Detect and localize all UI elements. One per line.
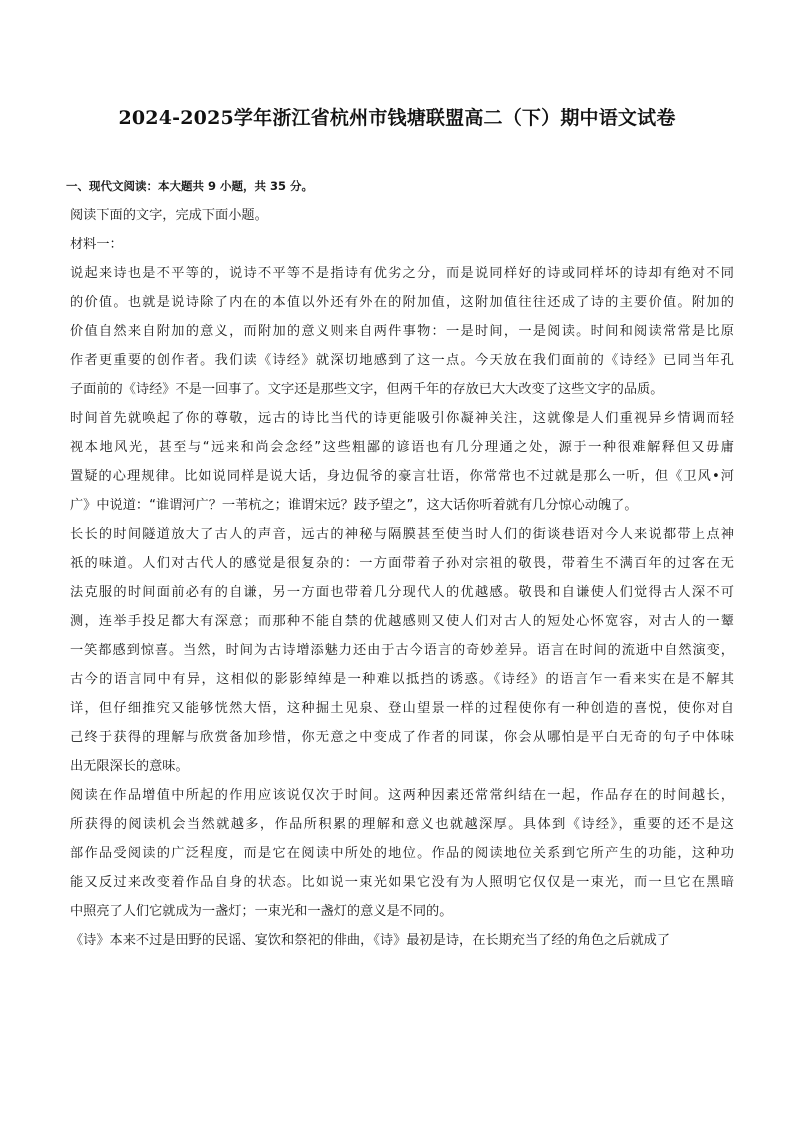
passage-line: 时间首先就唤起了你的尊敬，远古的诗比当代的诗更能吸引你凝神关注，这就像是人们重视异乡情调而轻 [70, 411, 734, 426]
passage-line: 能又反过来改变着作品自身的状态。比如说一束光如果它没有为人照明它仅仅是一束光，而一旦它在黑暗 [70, 875, 734, 890]
passage-paragraph [70, 781, 734, 926]
instruction-text: 阅读下面的文字，完成下面小题。 [70, 208, 268, 223]
passage-line: 说起来诗也是不平等的，说诗不平等不是指诗有优劣之分，而是说同样好的诗或同样坏的诗却有绝对不同 [70, 266, 734, 281]
passage-paragraph [70, 926, 734, 955]
passage-line: 视本地风光，甚至与“远来和尚会念经”这些粗鄙的谚语也有几分理通之处，源于一种很难解释但又毋庸 [70, 440, 734, 455]
exam-title: 2024-2025学年浙江省杭州市钱塘联盟高二（下）期中语文试卷 [118, 107, 676, 129]
section-heading: 一、现代文阅读：本大题共 9 小题，共 35 分。 [66, 179, 314, 193]
passage-line: 长长的时间隧道放大了古人的声音，远古的神秘与隔膜甚至使当时人们的街谈巷语对今人来说都带上点神 [70, 527, 734, 542]
passage-line: 作者更重要的创作者。我们读《诗经》就深切地感到了这一点。今天放在我们面前的《诗经》已同当年孔 [70, 353, 734, 368]
passage [70, 259, 734, 955]
passage-paragraph [70, 404, 734, 520]
passage-line: 己终于获得的理解与欣赏备加珍惜，你无意之中变成了作者的同谋，你会从哪怕是平白无奇的句子中体味 [70, 730, 734, 745]
passage-line: 中照亮了人们它就成为一盏灯；一束光和一盏灯的意义是不同的。 [70, 904, 453, 919]
passage-line: 《诗》本来不过是田野的民谣、宴饮和祭祀的俳曲，《诗》最初是诗，在长期充当了经的角色之后就成了 [70, 933, 671, 948]
passage-line: 部作品受阅读的广泛程度，而是它在阅读中所处的地位。作品的阅读地位关系到它所产生的功能，这种功 [70, 846, 734, 861]
passage-paragraph [70, 520, 734, 781]
passage-line: 的价值。也就是说诗除了内在的本值以外还有外在的附加值，这附加值往往还成了诗的主要价值。附加的 [70, 295, 734, 310]
material-label: 材料一： [70, 237, 123, 252]
document-body [66, 172, 734, 955]
passage-line: 子面前的《诗经》不是一回事了。文字还是那些文字，但两千年的存放已大大改变了这些文字的品质。 [70, 382, 664, 397]
passage-line: 置疑的心理规律。比如说同样是说大话，身边侃爷的豪言壮语，你常常也不过就是那么一听，但《卫风•河 [70, 469, 734, 484]
passage-line: 价值自然来自附加的意义，而附加的意义则来自两件事物：一是时间，一是阅读。时间和阅读常常是比原 [70, 324, 734, 339]
passage-line: 一笑都感到惊喜。当然，时间为古诗增添魅力还由于古今语言的奇妙差异。语言在时间的流逝中自然演变， [70, 643, 734, 658]
passage-paragraph [70, 259, 734, 404]
passage-line: 祇的味道。人们对古代人的感觉是很复杂的：一方面带着子孙对宗祖的敬畏，带着生不满百年的过客在无 [70, 556, 734, 571]
passage-line: 古今的语言同中有异，这相似的影影绰绰是一种难以抵挡的诱惑。《诗经》的语言乍一看来实在是不解其 [70, 672, 734, 687]
passage-line: 详，但仔细推究又能够恍然大悟，这种掘土见泉、登山望景一样的过程使你有一种创造的喜悦，使你对自 [70, 701, 734, 716]
passage-line: 出无限深长的意味。 [70, 759, 189, 774]
passage-line: 法克服的时间面前必有的自谦，另一方面也带着几分现代人的优越感。敬畏和自谦使人们觉得古人深不可 [70, 585, 734, 600]
passage-line: 广》中说道：“谁谓河广？一苇杭之；谁谓宋远？跂予望之”，这大话你听着就有几分惊心动魄了。 [70, 498, 638, 513]
passage-line: 测，连举手投足都大有深意；而那种不能自禁的优越感则又使人们对古人的短处心怀宽容，对古人的一颦 [70, 614, 734, 629]
passage-line: 所获得的阅读机会当然就越多，作品所积累的理解和意义也就越深厚。具体到《诗经》，重要的还不是这 [70, 817, 734, 832]
passage-line: 阅读在作品增值中所起的作用应该说仅次于时间。这两种因素还常常纠结在一起，作品存在的时间越长， [70, 788, 734, 803]
